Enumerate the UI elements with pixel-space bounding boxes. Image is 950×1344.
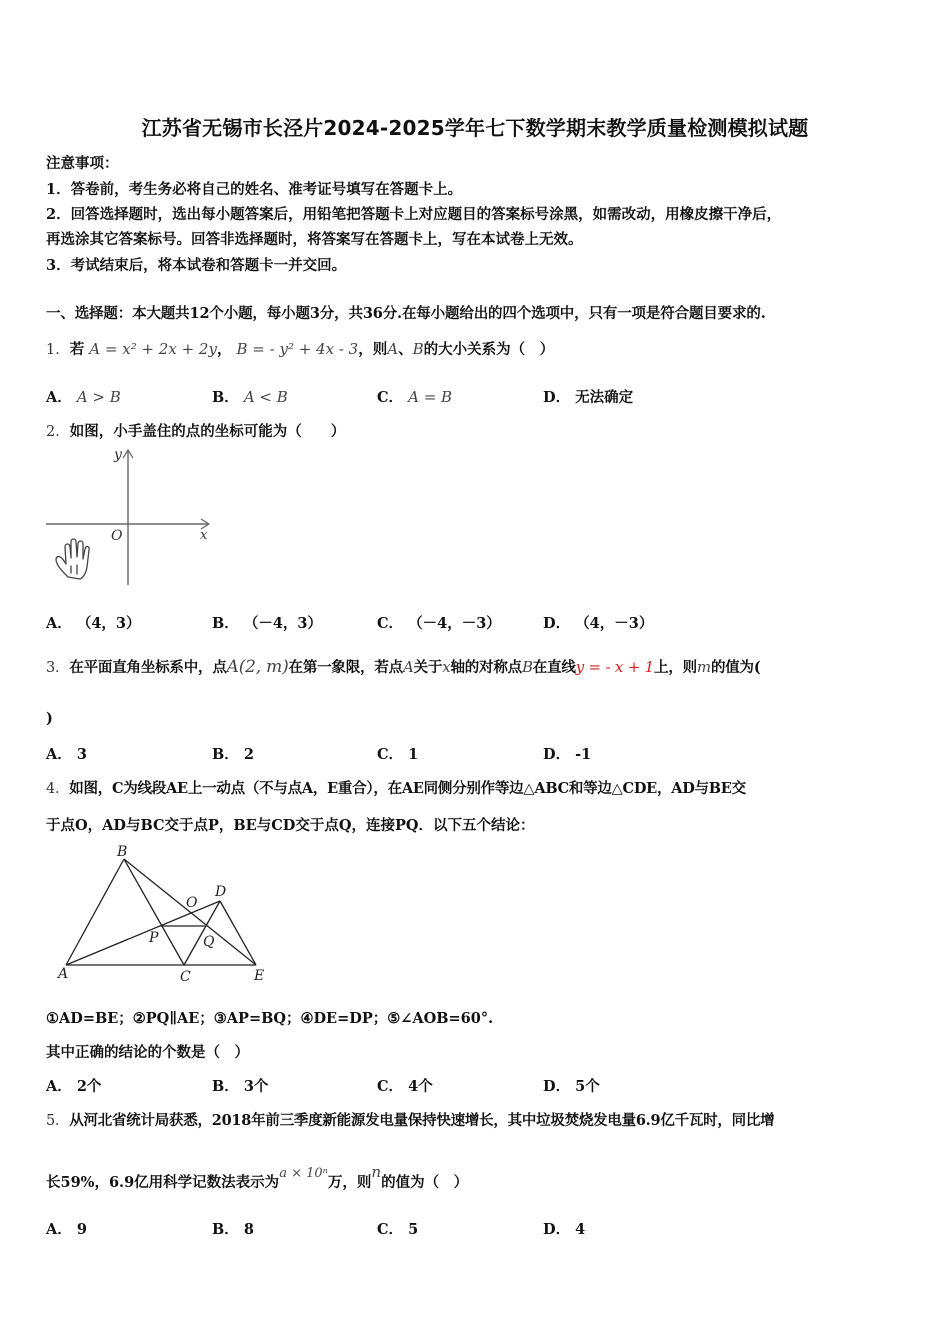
q5-option-a: A． 9 bbox=[46, 1221, 87, 1238]
label-B: B bbox=[117, 844, 128, 860]
label-Q: Q bbox=[203, 934, 215, 950]
q3-point-a: A(2, m) bbox=[226, 657, 289, 677]
q2-option-b: B． （－4，3） bbox=[212, 615, 323, 632]
q4-option-a: A． 2个 bbox=[46, 1078, 102, 1095]
segment-DE bbox=[220, 901, 256, 965]
x-axis-label: x bbox=[200, 528, 208, 543]
question-2: 2．如图，小手盖住的点的坐标可能为（ ） bbox=[46, 423, 346, 440]
question-1: 1．若 A = x² + 2x + 2y， B = - y² + 4x - 3，则A、B的大小关系为（ ） bbox=[46, 340, 555, 358]
q3-option-a: A． 3 bbox=[46, 746, 87, 763]
q3-option-c: C． 1 bbox=[377, 746, 419, 763]
q4-question: 其中正确的结论的个数是（ ） bbox=[46, 1044, 249, 1061]
hand-icon bbox=[56, 539, 89, 579]
q4-option-c: C． 4个 bbox=[377, 1078, 433, 1095]
q4-triangle-figure bbox=[52, 840, 272, 988]
notice-item-2: 2．回答选择题时，选出每小题答案后，用铅笔把答题卡上对应题目的答案标号涂黑，如需改动，用橡皮擦干净后， bbox=[46, 206, 782, 223]
label-A: A bbox=[58, 966, 69, 982]
notice-heading: 注意事项： bbox=[46, 155, 119, 172]
q5-option-d: D． 4 bbox=[543, 1221, 586, 1238]
q1-option-c: C． A = B bbox=[377, 388, 453, 406]
q5-option-b: B． 8 bbox=[212, 1221, 254, 1238]
question-3: 3．在平面直角坐标系中，点A(2, m)在第一象限，若点A关于x轴的对称点B在直线y = - x + 1上，则m的值为( bbox=[46, 657, 761, 677]
label-E: E bbox=[254, 968, 265, 984]
label-C: C bbox=[180, 969, 191, 985]
notice-item-1: 1．答卷前，考生务必将自己的姓名、准考证号填写在答题卡上。 bbox=[46, 181, 463, 198]
page-title: 江苏省无锡市长泾片2024-2025学年七下数学期末教学质量检测模拟试题 bbox=[141, 116, 809, 140]
segment-BE bbox=[124, 859, 256, 965]
q3-option-b: B． 2 bbox=[212, 746, 254, 763]
q2-option-d: D． （4，－3） bbox=[543, 615, 654, 632]
q3-close-paren: ) bbox=[46, 710, 53, 727]
q1-formula-b: B = - y² + 4x - 3 bbox=[236, 340, 359, 358]
q3-line-equation: y = - x + 1 bbox=[575, 658, 655, 676]
y-axis-label: y bbox=[114, 447, 122, 463]
question-4-line-1: 4．如图，C为线段AE上一动点（不与点A，E重合），在AE同侧分别作等边△ABC和等边△CDE，AD与BE交 bbox=[46, 780, 746, 797]
label-D: D bbox=[215, 884, 227, 900]
q2-coordinate-figure bbox=[40, 443, 220, 591]
q1-number: 1． bbox=[46, 342, 70, 358]
q5-option-c: C． 5 bbox=[377, 1221, 419, 1238]
label-O: O bbox=[186, 895, 198, 911]
segment-AB bbox=[66, 859, 124, 965]
q1-option-d: D． 无法确定 bbox=[543, 389, 634, 406]
section-heading: 一、选择题：本大题共12个小题，每小题3分，共36分.在每小题给出的四个选项中，只有一项是符合题目要求的. bbox=[46, 305, 766, 322]
origin-label: O bbox=[111, 528, 123, 544]
segment-BC bbox=[124, 859, 184, 965]
q4-conclusions: ①AD=BE；②PQ∥AE；③AP=BQ；④DE=DP；⑤∠AOB=60°. bbox=[46, 1010, 494, 1027]
notice-item-3: 3．考试结束后，将本试卷和答题卡一并交回。 bbox=[46, 257, 347, 274]
q4-option-d: D． 5个 bbox=[543, 1078, 600, 1095]
q4-option-b: B． 3个 bbox=[212, 1078, 269, 1095]
q2-option-a: A． （4，3） bbox=[46, 615, 141, 632]
question-5-line-2: 长59%，6.9亿用科学记数法表示为a × 10ⁿ万，则n的值为（ ） bbox=[46, 1163, 469, 1191]
notice-item-2-cont: 再选涂其它答案标号。回答非选择题时，将答案写在答题卡上，写在本试卷上无效。 bbox=[46, 231, 583, 248]
q5-scientific-notation: a × 10ⁿ bbox=[279, 1166, 328, 1181]
q2-option-c: C． （－4，－3） bbox=[377, 615, 501, 632]
label-P: P bbox=[149, 930, 159, 946]
question-4-line-2: 于点O，AD与BC交于点P，BE与CD交于点Q，连接PQ．以下五个结论： bbox=[46, 817, 535, 834]
q1-option-a: A． A > B bbox=[46, 388, 121, 406]
q1-option-b: B． A < B bbox=[212, 388, 288, 406]
q1-formula-a: A = x² + 2x + 2y bbox=[89, 340, 217, 358]
question-5-line-1: 5．从河北省统计局获悉，2018年前三季度新能源发电量保持快速增长，其中垃圾焚烧发电量6.9亿千瓦时，同比增 bbox=[46, 1112, 775, 1129]
q3-option-d: D． -1 bbox=[543, 746, 592, 763]
